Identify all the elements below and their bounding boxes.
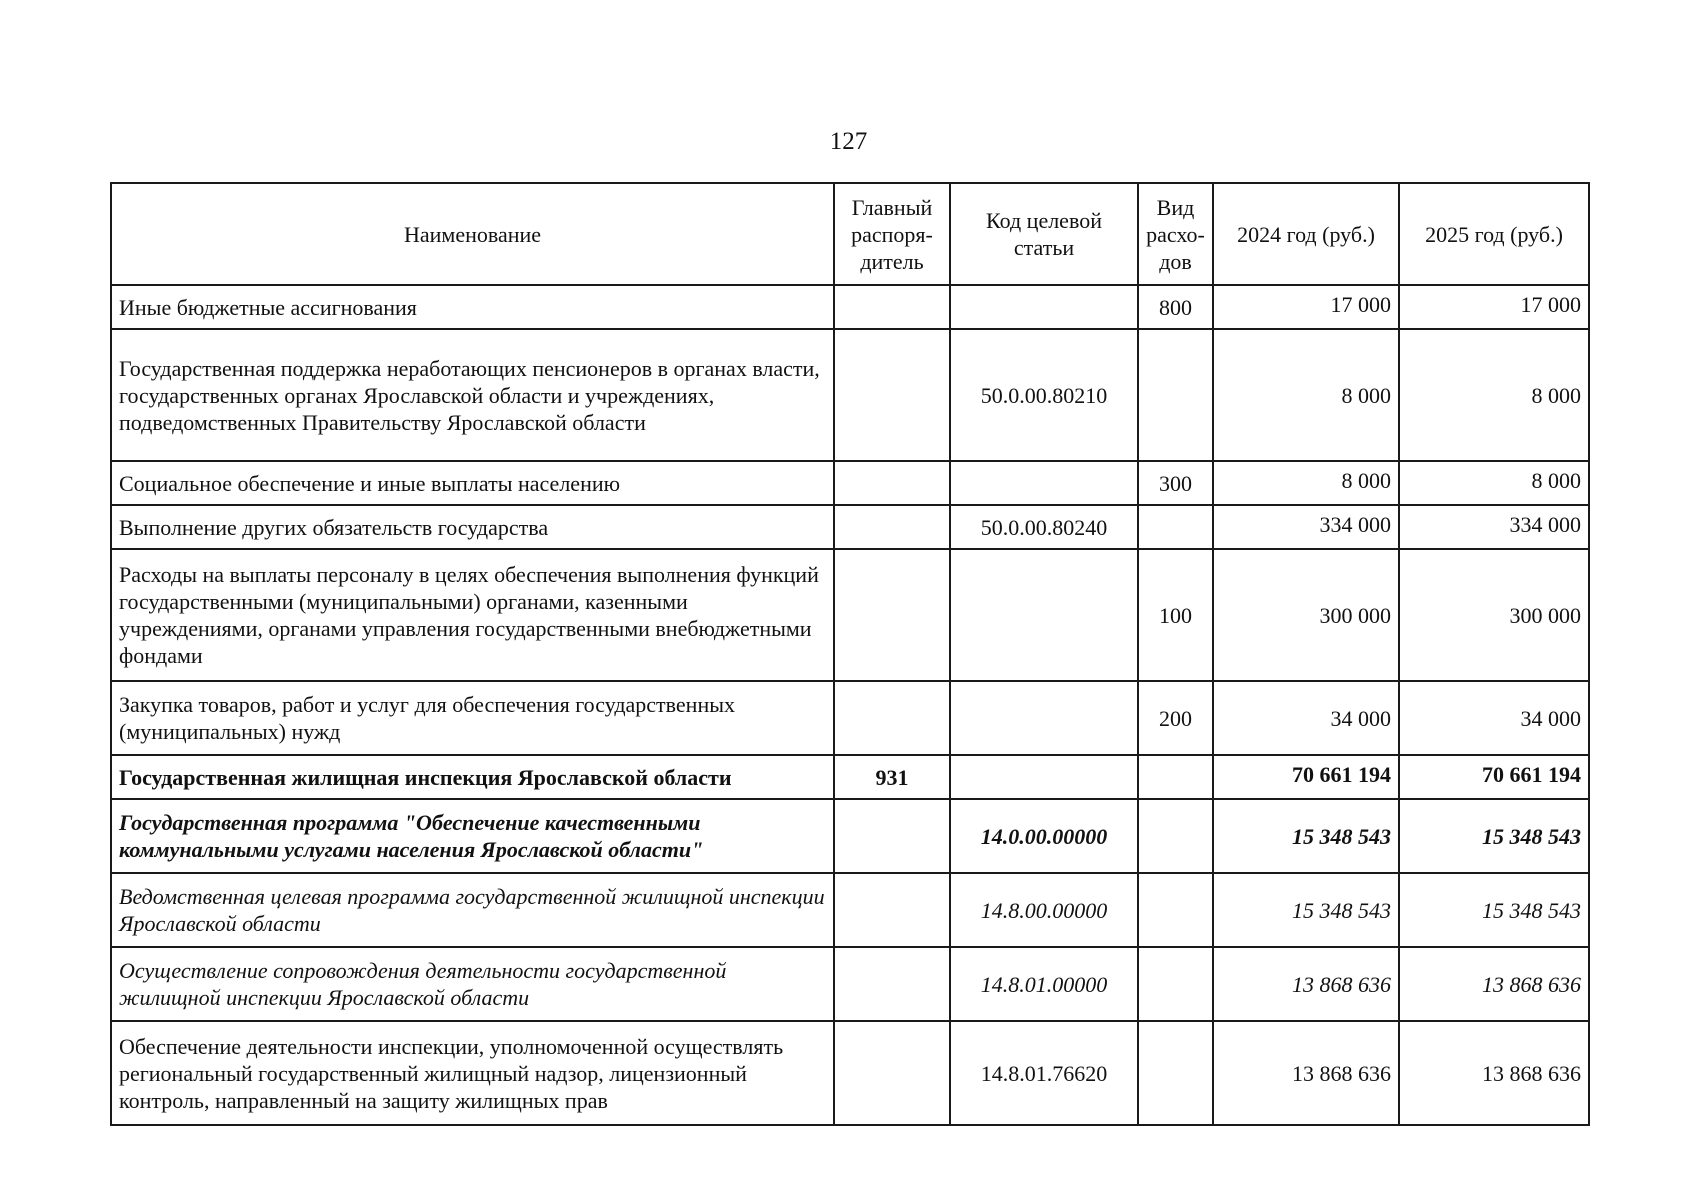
cell-2024: 13 868 636 <box>1213 1021 1399 1125</box>
cell-manager: 931 <box>834 755 950 799</box>
header-name: Наименование <box>111 183 834 285</box>
table-row <box>111 947 1589 1021</box>
cell-manager <box>834 799 950 873</box>
cell-2024: 13 868 636 <box>1213 947 1399 1021</box>
cell-2025: 15 348 543 <box>1399 873 1589 947</box>
table-row <box>111 285 1589 329</box>
header-code: Код целевой статьи <box>950 183 1138 285</box>
cell-code: 50.0.00.80210 <box>950 329 1138 461</box>
cell-manager <box>834 285 950 329</box>
cell-type: 300 <box>1138 461 1213 505</box>
cell-2024: 8 000 <box>1213 329 1399 461</box>
cell-manager <box>834 461 950 505</box>
table-row <box>111 505 1589 549</box>
cell-manager <box>834 947 950 1021</box>
cell-manager <box>834 329 950 461</box>
cell-type <box>1138 799 1213 873</box>
cell-name: Выполнение других обязательств государства <box>111 505 834 549</box>
table-body <box>111 285 1589 1125</box>
cell-2025: 70 661 194 <box>1399 755 1589 799</box>
budget-table <box>110 182 1590 1126</box>
cell-2025: 300 000 <box>1399 549 1589 681</box>
cell-name: Социальное обеспечение и иные выплаты населению <box>111 461 834 505</box>
cell-manager <box>834 873 950 947</box>
cell-2025: 334 000 <box>1399 505 1589 549</box>
cell-name: Государственная жилищная инспекция Ярославской области <box>111 755 834 799</box>
header-row <box>111 183 1589 285</box>
cell-code <box>950 681 1138 755</box>
cell-2024: 300 000 <box>1213 549 1399 681</box>
cell-2024: 15 348 543 <box>1213 873 1399 947</box>
cell-code: 50.0.00.80240 <box>950 505 1138 549</box>
cell-name: Иные бюджетные ассигнования <box>111 285 834 329</box>
cell-manager <box>834 505 950 549</box>
cell-2024: 17 000 <box>1213 285 1399 329</box>
cell-code <box>950 755 1138 799</box>
cell-2025: 8 000 <box>1399 461 1589 505</box>
cell-type <box>1138 329 1213 461</box>
table-row <box>111 461 1589 505</box>
cell-code <box>950 461 1138 505</box>
header-type: Вид расхо-дов <box>1138 183 1213 285</box>
cell-name: Расходы на выплаты персоналу в целях обеспечения выполнения функций государственными (муниципальными) органами, казенными учреждениями, органами управления государственными внебюджетными фондами <box>111 549 834 681</box>
table-row <box>111 549 1589 681</box>
cell-type: 800 <box>1138 285 1213 329</box>
cell-code <box>950 549 1138 681</box>
cell-type <box>1138 505 1213 549</box>
table-row <box>111 873 1589 947</box>
cell-code: 14.8.01.00000 <box>950 947 1138 1021</box>
cell-2025: 34 000 <box>1399 681 1589 755</box>
table-row <box>111 681 1589 755</box>
cell-manager <box>834 1021 950 1125</box>
cell-type: 200 <box>1138 681 1213 755</box>
table-row <box>111 799 1589 873</box>
table-row <box>111 755 1589 799</box>
cell-name: Осуществление сопровождения деятельности государственной жилищной инспекции Ярославской области <box>111 947 834 1021</box>
cell-name: Государственная поддержка неработающих пенсионеров в органах власти, государственных органах Ярославской области и учреждениях, подведомственных Правительству Ярославской области <box>111 329 834 461</box>
cell-code: 14.8.00.00000 <box>950 873 1138 947</box>
header-manager: Главный распоря-дитель <box>834 183 950 285</box>
cell-name: Закупка товаров, работ и услуг для обеспечения государственных (муниципальных) нужд <box>111 681 834 755</box>
cell-manager <box>834 681 950 755</box>
cell-2024: 70 661 194 <box>1213 755 1399 799</box>
cell-2024: 15 348 543 <box>1213 799 1399 873</box>
cell-2024: 34 000 <box>1213 681 1399 755</box>
cell-code: 14.8.01.76620 <box>950 1021 1138 1125</box>
cell-name: Государственная программа "Обеспечение качественными коммунальными услугами населения Ярославской области" <box>111 799 834 873</box>
cell-manager <box>834 549 950 681</box>
cell-2025: 15 348 543 <box>1399 799 1589 873</box>
page-number: 127 <box>829 128 868 155</box>
header-2024: 2024 год (руб.) <box>1213 183 1399 285</box>
cell-type <box>1138 947 1213 1021</box>
cell-type <box>1138 873 1213 947</box>
table-row <box>111 329 1589 461</box>
cell-2025: 13 868 636 <box>1399 947 1589 1021</box>
cell-name: Ведомственная целевая программа государственной жилищной инспекции Ярославской области <box>111 873 834 947</box>
cell-type <box>1138 755 1213 799</box>
header-2025: 2025 год (руб.) <box>1399 183 1589 285</box>
cell-2025: 17 000 <box>1399 285 1589 329</box>
cell-2025: 13 868 636 <box>1399 1021 1589 1125</box>
cell-name: Обеспечение деятельности инспекции, уполномоченной осуществлять региональный государственный жилищный надзор, лицензионный контроль, направленный на защиту жилищных прав <box>111 1021 834 1125</box>
cell-2025: 8 000 <box>1399 329 1589 461</box>
table-header <box>111 183 1589 285</box>
table-row <box>111 1021 1589 1125</box>
cell-code <box>950 285 1138 329</box>
cell-type <box>1138 1021 1213 1125</box>
cell-2024: 8 000 <box>1213 461 1399 505</box>
cell-2024: 334 000 <box>1213 505 1399 549</box>
cell-code: 14.0.00.00000 <box>950 799 1138 873</box>
cell-type: 100 <box>1138 549 1213 681</box>
